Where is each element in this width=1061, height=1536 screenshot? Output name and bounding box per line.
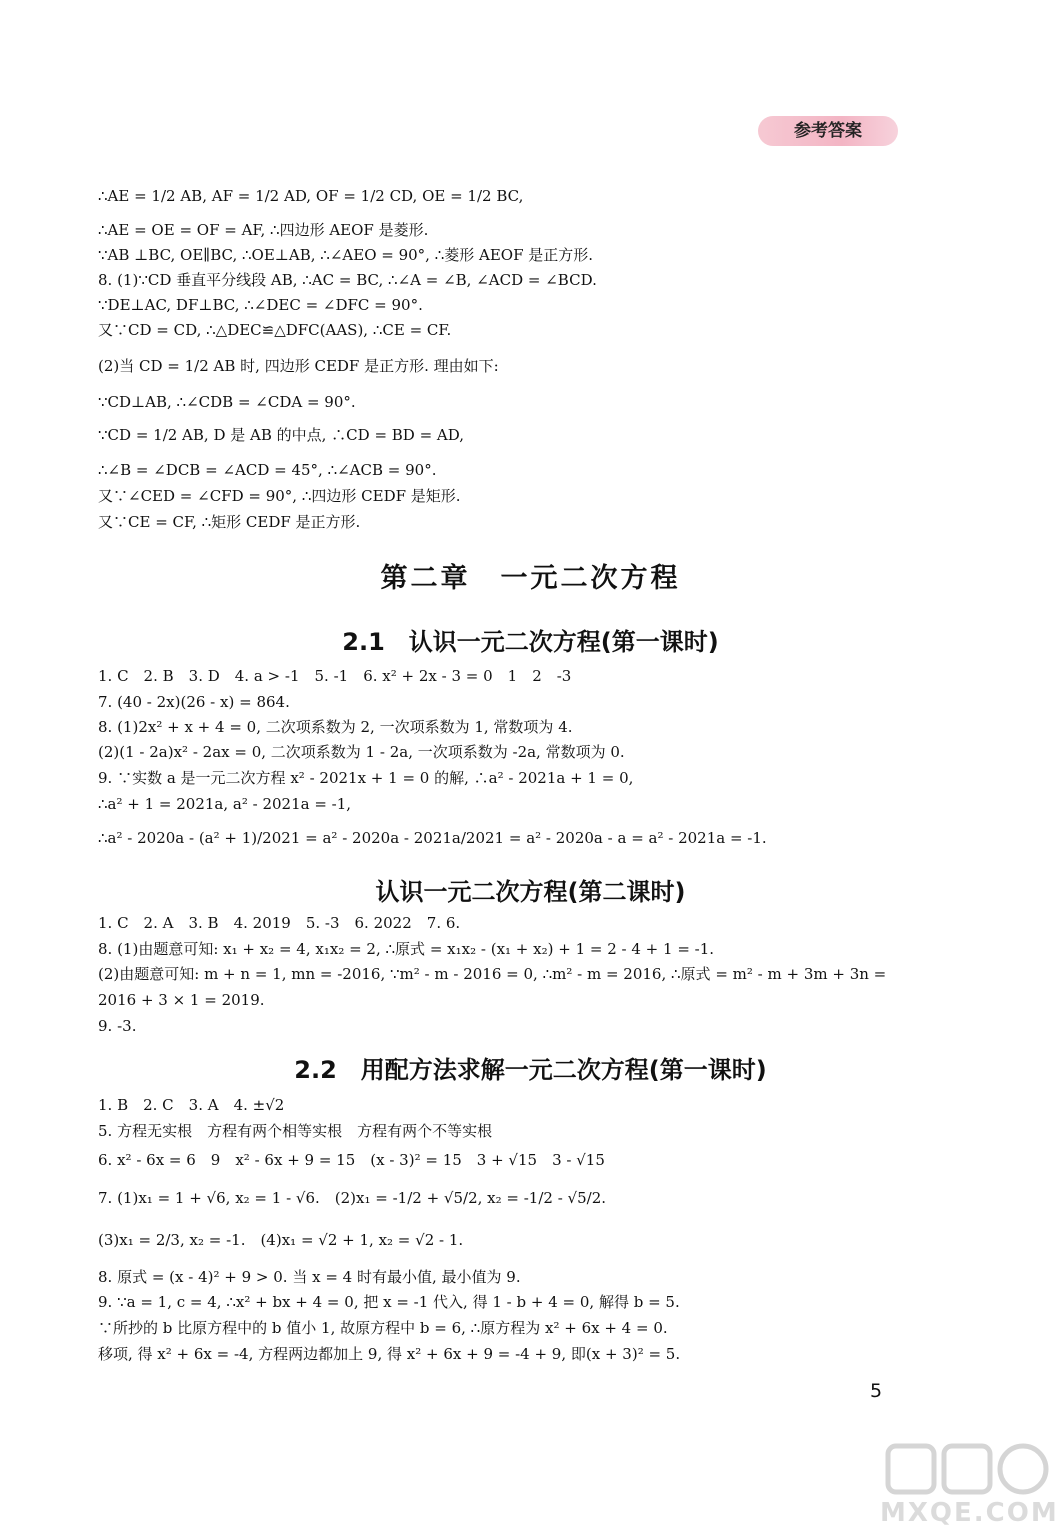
text-line: ∴a² + 1 = 2021a, a² - 2021a = -1, (98, 795, 352, 813)
chapter-title: 第二章 一元二次方程 (380, 563, 681, 594)
text-line: 5. 方程无实根 方程有两个相等实根 方程有两个不等实根 (98, 1122, 493, 1140)
text-line: ∵CD⊥AB, ∴∠CDB = ∠CDA = 90°. (98, 393, 356, 411)
text-line: ∴AE = OE = OF = AF, ∴四边形 AEOF 是菱形. (98, 221, 429, 239)
text-line: (2)当 CD = 1/2 AB 时, 四边形 CEDF 是正方形. 理由如下: (98, 357, 499, 375)
text-line: 1. C 2. B 3. D 4. a > -1 5. -1 6. x² + 2x - 3 = 0 1 2 -3 (98, 667, 572, 685)
text-line: ∴a² - 2020a - (a² + 1)/2021 = a² - 2020a - 2021a/2021 = a² - 2020a - a = a² - 2021a = -1. (98, 829, 767, 847)
text-line: 1. B 2. C 3. A 4. ±√2 (98, 1096, 285, 1114)
text-line: ∴AE = 1/2 AB, AF = 1/2 AD, OF = 1/2 CD, OE = 1/2 BC, (98, 187, 524, 205)
text-line: 又∵CD = CD, ∴△DEC≌△DFC(AAS), ∴CE = CF. (98, 321, 452, 339)
text-line: 8. (1)由题意可知: x₁ + x₂ = 4, x₁x₂ = 2, ∴原式 = x₁x₂ - (x₁ + x₂) + 1 = 2 - 4 + 1 = -1. (98, 940, 715, 958)
watermark-logo (880, 1440, 1059, 1530)
page-number: 5 (870, 1380, 883, 1402)
watermark-text: MXQE.COM (880, 1498, 1059, 1528)
text-line: 9. -3. (98, 1017, 137, 1035)
text-line: 9. ∵a = 1, c = 4, ∴x² + bx + 4 = 0, 把 x = -1 代入, 得 1 - b + 4 = 0, 解得 b = 5. (98, 1293, 680, 1311)
text-line: 又∵CE = CF, ∴矩形 CEDF 是正方形. (98, 513, 361, 531)
text-line: ∵AB ⊥BC, OE∥BC, ∴OE⊥AB, ∴∠AEO = 90°, ∴菱形 AEOF 是正方形. (98, 246, 594, 264)
text-line: (2)(1 - 2a)x² - 2ax = 0, 二次项系数为 1 - 2a, 一次项系数为 -2a, 常数项为 0. (98, 743, 625, 761)
text-line: ∵CD = 1/2 AB, D 是 AB 的中点, ∴CD = BD = AD, (98, 426, 465, 444)
text-line: 8. (1)∵CD 垂直平分线段 AB, ∴AC = BC, ∴∠A = ∠B, ∠ACD = ∠BCD. (98, 271, 597, 289)
text-line: 又∵∠CED = ∠CFD = 90°, ∴四边形 CEDF 是矩形. (98, 487, 461, 505)
answer-key-badge: 参考答案 (758, 116, 898, 146)
text-line: 1. C 2. A 3. B 4. 2019 5. -3 6. 2022 7. 6. (98, 914, 461, 932)
text-line: 7. (40 - 2x)(26 - x) = 864. (98, 693, 290, 711)
text-line: (2)由题意可知: m + n = 1, mn = -2016, ∵m² - m - 2016 = 0, ∴m² - m = 2016, ∴原式 = m² - m + 3m + 3n = (98, 965, 887, 983)
text-line: 2016 + 3 × 1 = 2019. (98, 991, 265, 1009)
text-line: (3)x₁ = 2/3, x₂ = -1. (4)x₁ = √2 + 1, x₂ = √2 - 1. (98, 1231, 464, 1249)
text-line: 6. x² - 6x = 6 9 x² - 6x + 9 = 15 (x - 3)² = 15 3 + √15 3 - √15 (98, 1151, 605, 1169)
watermark-emblem-icon (880, 1440, 1055, 1500)
text-line: 移项, 得 x² + 6x = -4, 方程两边都加上 9, 得 x² + 6x + 9 = -4 + 9, 即(x + 3)² = 5. (98, 1345, 681, 1363)
section-title: 2.1 认识一元二次方程(第一课时) (342, 628, 719, 656)
text-line: ∵所抄的 b 比原方程中的 b 值小 1, 故原方程中 b = 6, ∴原方程为 x² + 6x + 4 = 0. (98, 1319, 668, 1337)
text-line: 9. ∵实数 a 是一元二次方程 x² - 2021x + 1 = 0 的解, ∴a² - 2021a + 1 = 0, (98, 769, 634, 787)
text-line: 8. 原式 = (x - 4)² + 9 > 0. 当 x = 4 时有最小值, 最小值为 9. (98, 1268, 521, 1286)
section-title: 2.2 用配方法求解一元二次方程(第一课时) (294, 1056, 767, 1084)
section-title: 认识一元二次方程(第二课时) (375, 878, 686, 906)
text-line: 8. (1)2x² + x + 4 = 0, 二次项系数为 2, 一次项系数为 1, 常数项为 4. (98, 718, 573, 736)
text-line: ∴∠B = ∠DCB = ∠ACD = 45°, ∴∠ACB = 90°. (98, 461, 437, 479)
text-line: 7. (1)x₁ = 1 + √6, x₂ = 1 - √6. (2)x₁ = -1/2 + √5/2, x₂ = -1/2 - √5/2. (98, 1189, 607, 1207)
text-line: ∵DE⊥AC, DF⊥BC, ∴∠DEC = ∠DFC = 90°. (98, 296, 423, 314)
